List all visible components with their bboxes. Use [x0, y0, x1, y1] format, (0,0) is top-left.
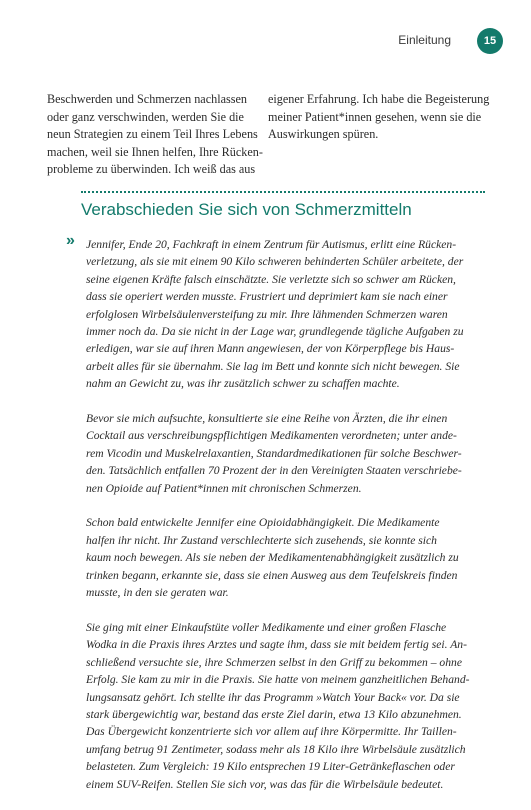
- text-line: halfen ihr nicht. Ihr Zustand verschlechterte sich zusehends, sie konnte sich: [86, 533, 437, 547]
- intro-line: machen, weil sie Ihnen helfen, Ihre Rücken-: [47, 144, 263, 159]
- intro-line: eigener Erfahrung. Ich habe die Begeisterung: [268, 92, 490, 106]
- text-line: kaum noch bewegen. Als sie neben der Medikamentenabhängigkeit zusätzlich zu: [86, 551, 459, 565]
- text-line: erfolglosen Wirbelsäulenversteifung zu mir. Ihre lähmenden Schmerzen waren: [86, 307, 448, 321]
- intro-line: Auswirkungen spüren.: [268, 127, 379, 141]
- text-line: Jennifer, Ende 20, Fachkraft in einem Zentrum für Autismus, erlitt eine Rücken-: [86, 238, 457, 251]
- intro-line: meiner Patient*innen gesehen, wenn sie die: [268, 109, 482, 124]
- text-line: dass sie operiert werden musste. Frustriert und deprimiert kam sie nach einer: [86, 290, 448, 304]
- dotted-divider: [81, 191, 485, 193]
- text-line: musste, in den sie geraten war.: [86, 586, 229, 600]
- page-number-badge: 15: [477, 28, 503, 54]
- text-line: Cocktail aus verschreibungspflichtigen Medikamenten verordneten; unter ande-: [86, 429, 457, 443]
- text-line: Sie ging mit einer Einkaufstüte voller Medikamente und einer großen Flasche: [86, 620, 447, 634]
- paragraph: [86, 619, 506, 793]
- section-heading: Verabschieden Sie sich von Schmerzmitteln: [81, 200, 412, 219]
- running-head: Einleitung: [398, 33, 451, 47]
- text-line: den. Tatsächlich entfallen 70 Prozent der in den Vereinigten Staaten verschriebe-: [86, 464, 462, 478]
- text-line: Erfolg. Sie kam zu mir in die Praxis. Sie hatte von meinem ganzheitlichen Behand-: [86, 673, 470, 687]
- text-line: immer noch da. Da sie nicht in der Lage war, grundlegende tägliche Aufgaben zu: [86, 325, 464, 339]
- text-line: seine eigenen Kräfte falsch einschätzte. Sie verletzte sich so schwer am Rücken,: [86, 272, 456, 286]
- text-line: Schon bald entwickelte Jennifer eine Opioidabhängigkeit. Die Medikamente: [86, 516, 440, 530]
- paragraph: [86, 236, 506, 393]
- text-line: stark übergewichtig war, bestand das erste Ziel darin, etwa 13 Kilo abzunehmen.: [86, 707, 462, 721]
- intro-line: neun Strategien zu einem Teil Ihres Lebens: [47, 127, 258, 141]
- case-study-body: [86, 236, 506, 810]
- text-line: nahm an Gewicht zu, was ihr zusätzlich schwer zu schaffen machte.: [86, 377, 400, 391]
- intro-line: Beschwerden und Schmerzen nachlassen: [47, 92, 248, 106]
- text-line: lungsansatz gehört. Ich stellte ihr das Programm »Watch Your Back« vor. Da sie: [86, 690, 460, 704]
- text-line: Wodka in die Praxis ihres Arztes und sagte ihm, dass sie mit beidem fertig sei. An-: [86, 638, 467, 652]
- text-line: nen Opioide auf Patient*innen mit chronischen Schmerzen.: [86, 481, 362, 495]
- text-line: einem SUV-Reifen. Stellen Sie sich vor, was das für die Wirbelsäule bedeutet.: [86, 777, 444, 791]
- text-line: rem Vicodin und Muskelrelaxantien, Standardmedikationen für solche Beschwer-: [86, 446, 462, 460]
- intro-column-right: [268, 91, 489, 144]
- paragraph: [86, 410, 506, 497]
- intro-line: probleme zu überwinden. Ich weiß das aus: [47, 162, 256, 176]
- quote-chevron-icon: »: [66, 232, 75, 249]
- intro-column-left: [47, 91, 263, 179]
- text-line: Das Übergewicht konzentrierte sich vor allem auf ihre Körpermitte. Ihr Taillen-: [86, 725, 457, 739]
- text-line: erledigen, war sie auf ihren Mann angewiesen, der von Körperpflege bis Haus-: [86, 342, 455, 356]
- text-line: belasteten. Zum Vergleich: 19 Kilo entsprechen 19 Liter-Getränkeflaschen oder: [86, 760, 455, 774]
- intro-line: oder ganz verschwinden, werden Sie die: [47, 109, 244, 124]
- text-line: schließend versuchte sie, ihre Schmerzen selbst in den Griff zu bekommen – ohne: [86, 655, 462, 669]
- text-line: umfang betrug 91 Zentimeter, sodass mehr als 18 Kilo ihre Wirbelsäule zusätzlich: [86, 742, 466, 756]
- text-line: Bevor sie mich aufsuchte, konsultierte sie eine Reihe von Ärzten, die ihr einen: [86, 412, 448, 426]
- text-line: arbeit alles für sie übernahm. Sie lag im Bett und konnte sich nicht bewegen. Sie: [86, 359, 460, 373]
- text-line: verletzung, als sie mit einem 90 Kilo schweren behinderten Schüler arbeitete, der: [86, 255, 464, 269]
- paragraph: [86, 514, 506, 601]
- text-line: trinken begann, erkannte sie, dass sie einen Ausweg aus dem Teufelskreis finden: [86, 568, 458, 582]
